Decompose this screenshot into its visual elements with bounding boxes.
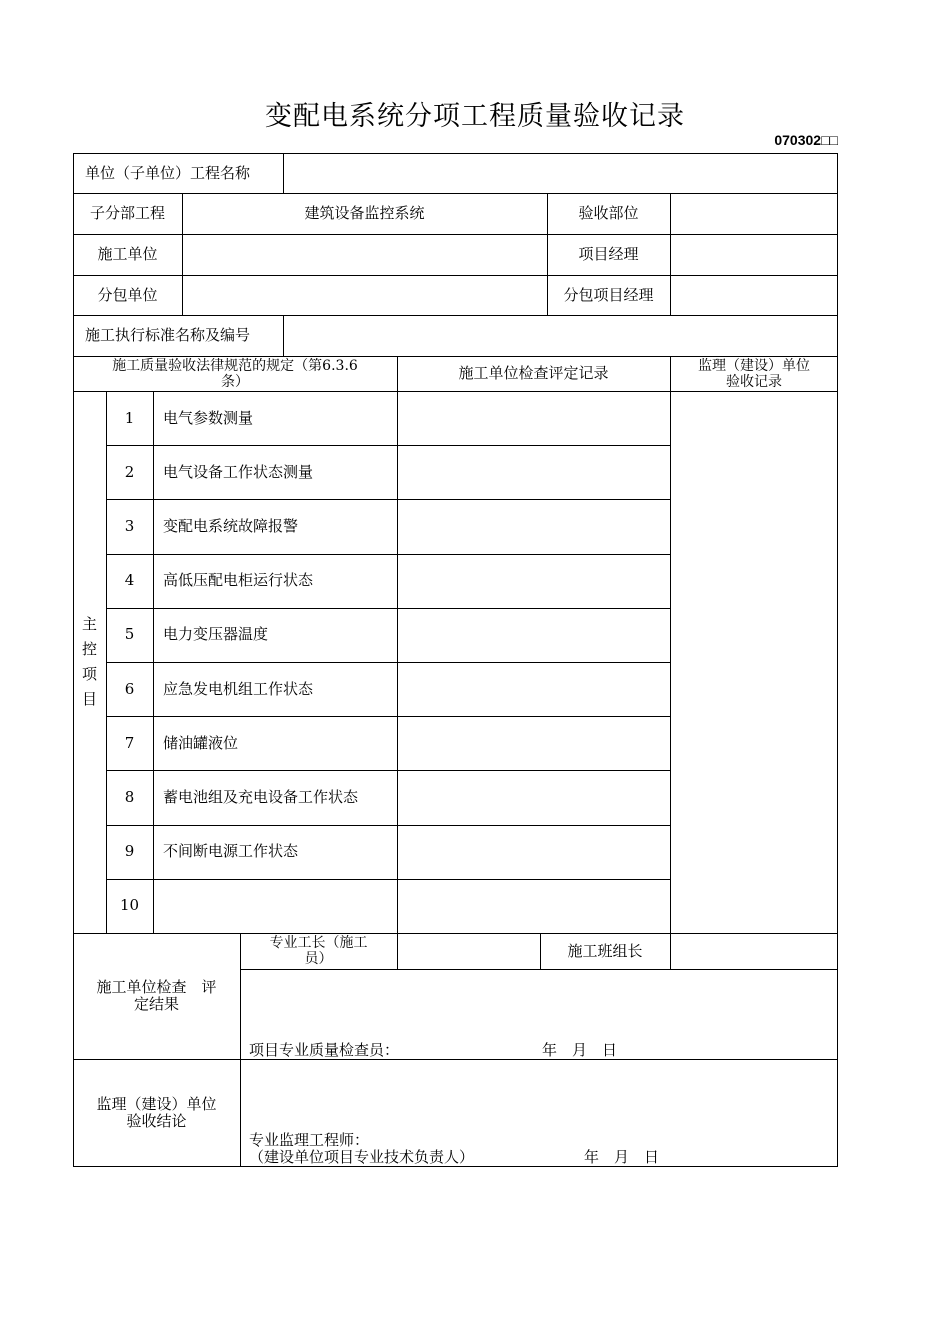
acceptance-form [73,153,838,1167]
inspector-label: 项目专业质量检查员： [249,1041,400,1059]
spec-header-line1: 施工质量验收法律规范的规定（第6.3.6 [112,357,358,374]
item-description [153,879,397,933]
standard-field[interactable] [284,315,837,356]
acceptance-part-label: 验收部位 [578,204,639,222]
supervision-header-line1: 监理（建设）单位 [698,357,810,374]
foreman-label-line1: 专业工长（施工 [269,935,368,951]
group-char: 项 [81,665,97,683]
spec-header-line2: 条） [221,373,249,390]
check-result-label [73,933,240,1059]
item-number: 8 [124,787,135,806]
sub-project-label: 子分部工程 [89,204,165,222]
item-number: 6 [124,679,135,698]
item-description: 高低压配电柜运行状态 [163,571,314,590]
item-number: 10 [119,896,140,915]
item-number: 5 [124,625,135,644]
construction-unit-field[interactable] [182,234,547,275]
item-number: 9 [124,842,135,861]
item-check-record-field[interactable] [397,608,670,662]
item-number: 4 [124,571,135,590]
item-check-record-field[interactable] [397,770,670,824]
main-control-group-label [73,391,106,933]
subcontract-unit-field[interactable] [182,275,547,315]
item-description: 应急发电机组工作状态 [163,679,314,698]
group-char: 目 [81,690,97,708]
document-code: 070302□□ [774,132,838,148]
item-description: 电气设备工作状态测量 [163,462,314,481]
item-description: 蓄电池组及充电设备工作状态 [163,787,359,806]
item-check-record-field[interactable] [397,391,670,445]
item-check-record-field[interactable] [397,662,670,716]
sub-project-value: 建筑设备监控系统 [304,204,425,222]
item-check-record-field[interactable] [397,499,670,553]
item-check-record-field[interactable] [397,554,670,608]
item-check-record-field[interactable] [397,879,670,933]
project-manager-label: 项目经理 [578,245,639,263]
team-leader-field[interactable] [670,933,838,969]
item-description: 电力变压器温度 [163,625,269,644]
spec-column-header [73,356,397,391]
check-result-line1: 施工单位检查 评 [96,978,217,996]
item-check-record-field[interactable] [397,445,670,499]
conclusion-date: 年 月 日 [584,1148,660,1166]
group-char: 主 [81,615,97,633]
item-number: 3 [124,516,135,535]
project-manager-field[interactable] [670,234,838,275]
subcontract-manager-label: 分包项目经理 [563,285,654,304]
conclusion-line2: 验收结论 [126,1112,187,1130]
engineer-label: 专业监理工程师： [249,1131,370,1149]
conclusion-line1: 监理（建设）单位 [96,1095,217,1113]
conclusion-label [73,1059,240,1167]
owner-label: （建设单位项目专业技术负责人） [249,1148,475,1166]
check-record-header: 施工单位检查评定记录 [458,364,609,382]
item-number: 1 [124,408,135,427]
item-check-record-field[interactable] [397,716,670,770]
foreman-label-line2: 员） [304,951,333,967]
construction-unit-label: 施工单位 [97,245,158,263]
supervision-header-line2: 验收记录 [726,373,782,390]
item-description: 储油罐液位 [163,733,239,752]
supervision-header [670,356,838,391]
foreman-field[interactable] [397,933,540,969]
inspector-date: 年 月 日 [542,1041,618,1059]
unit-project-field[interactable] [284,153,837,193]
team-leader-label: 施工班组长 [567,941,643,960]
check-result-line2: 定结果 [133,995,179,1013]
standard-label: 施工执行标准名称及编号 [85,326,251,344]
item-check-record-field[interactable] [397,825,670,879]
unit-project-label: 单位（子单位）工程名称 [85,163,251,182]
subcontract-unit-label: 分包单位 [97,285,158,304]
acceptance-part-field[interactable] [670,193,838,234]
item-number: 7 [124,733,135,752]
foreman-label [240,933,397,969]
item-number: 2 [124,462,135,481]
item-description: 不间断电源工作状态 [163,842,299,861]
item-description: 电气参数测量 [163,408,254,427]
item-description: 变配电系统故障报警 [163,516,299,535]
group-char: 控 [81,640,97,658]
subcontract-manager-field[interactable] [670,275,838,315]
document-title: 变配电系统分项工程质量验收记录 [265,101,685,132]
supervision-record-field[interactable] [670,391,838,933]
